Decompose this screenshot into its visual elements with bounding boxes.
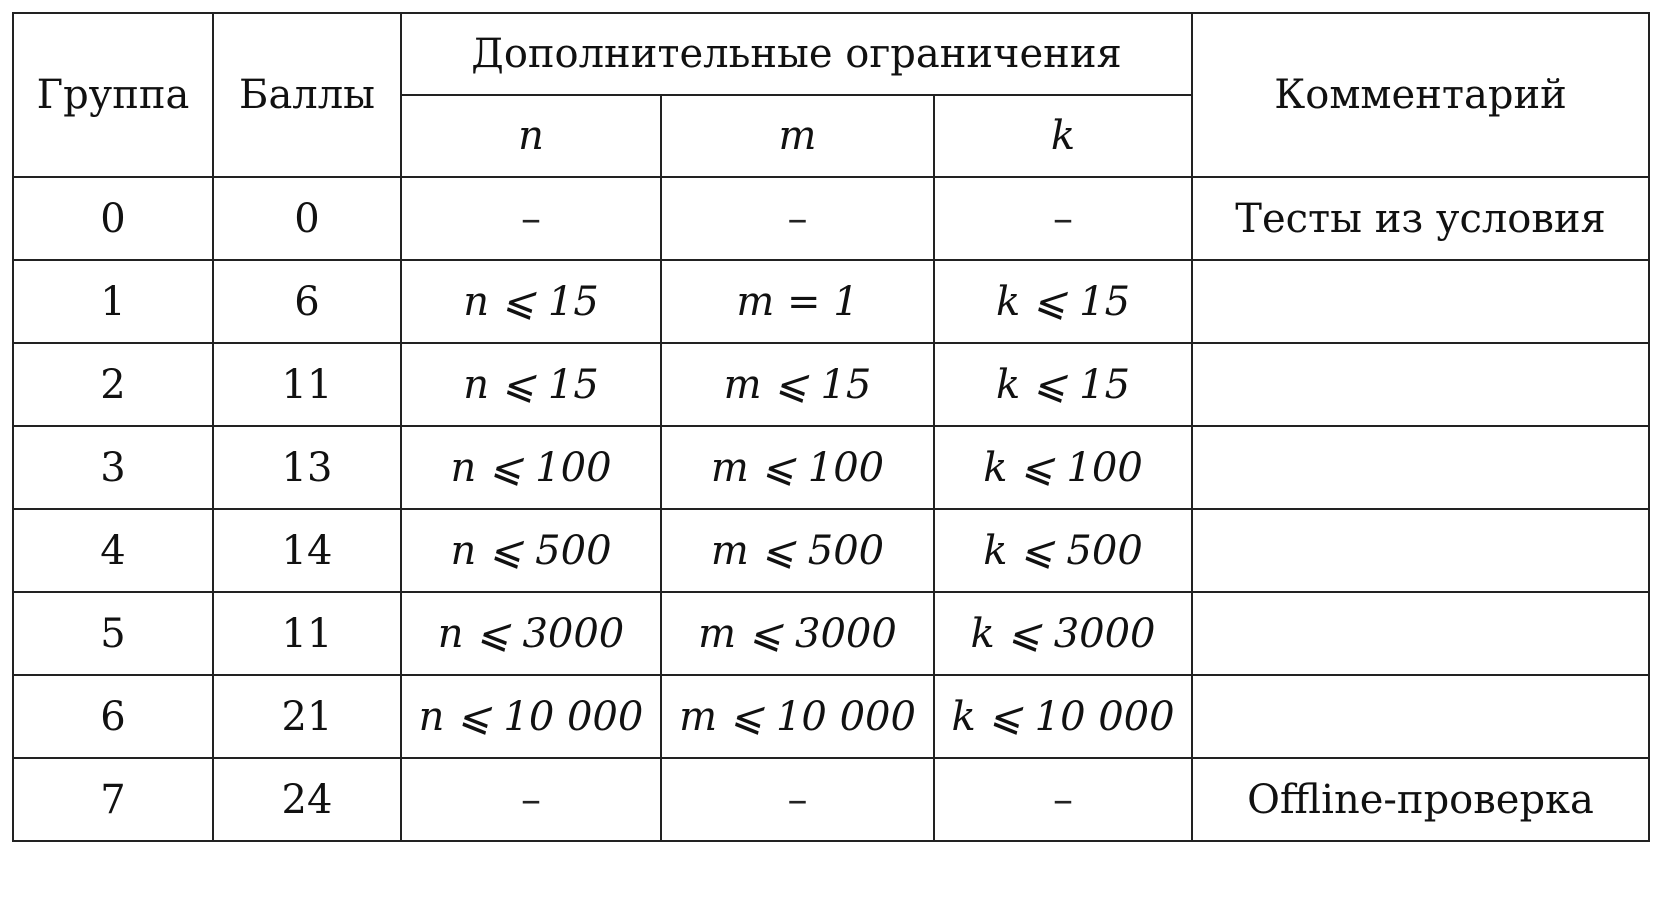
cell-comment: Offline-проверка xyxy=(1192,758,1649,841)
cell-score: 11 xyxy=(213,592,401,675)
cell-score: 24 xyxy=(213,758,401,841)
cell-group: 1 xyxy=(13,260,213,343)
cell-score: 14 xyxy=(213,509,401,592)
cell-comment xyxy=(1192,343,1649,426)
cell-group: 4 xyxy=(13,509,213,592)
cell-group: 0 xyxy=(13,177,213,260)
cell-n: – xyxy=(401,177,661,260)
table-row xyxy=(13,177,1649,260)
header-group: Группа xyxy=(13,13,213,177)
header-k: k xyxy=(934,95,1192,177)
cell-group: 3 xyxy=(13,426,213,509)
cell-k: k ⩽ 10 000 xyxy=(934,675,1192,758)
header-extra-constraints: Дополнительные ограничения xyxy=(401,13,1192,95)
cell-k: k ⩽ 500 xyxy=(934,509,1192,592)
table-row xyxy=(13,592,1649,675)
cell-score: 21 xyxy=(213,675,401,758)
cell-m: m ⩽ 15 xyxy=(661,343,934,426)
cell-comment xyxy=(1192,426,1649,509)
cell-m: m ⩽ 500 xyxy=(661,509,934,592)
table-container xyxy=(12,12,1650,842)
header-comment: Комментарий xyxy=(1192,13,1649,177)
cell-m: m ⩽ 10 000 xyxy=(661,675,934,758)
constraints-table xyxy=(12,12,1650,842)
table-row xyxy=(13,758,1649,841)
cell-m: – xyxy=(661,177,934,260)
cell-m: m = 1 xyxy=(661,260,934,343)
table-row xyxy=(13,343,1649,426)
cell-k: – xyxy=(934,177,1192,260)
header-m: m xyxy=(661,95,934,177)
cell-k: – xyxy=(934,758,1192,841)
cell-group: 5 xyxy=(13,592,213,675)
table-row xyxy=(13,675,1649,758)
cell-n: n ⩽ 10 000 xyxy=(401,675,661,758)
cell-score: 0 xyxy=(213,177,401,260)
cell-score: 11 xyxy=(213,343,401,426)
cell-m: – xyxy=(661,758,934,841)
cell-comment xyxy=(1192,260,1649,343)
table-row xyxy=(13,509,1649,592)
cell-group: 2 xyxy=(13,343,213,426)
cell-n: – xyxy=(401,758,661,841)
cell-m: m ⩽ 3000 xyxy=(661,592,934,675)
cell-comment xyxy=(1192,509,1649,592)
cell-score: 13 xyxy=(213,426,401,509)
cell-n: n ⩽ 100 xyxy=(401,426,661,509)
cell-k: k ⩽ 100 xyxy=(934,426,1192,509)
cell-n: n ⩽ 500 xyxy=(401,509,661,592)
cell-n: n ⩽ 3000 xyxy=(401,592,661,675)
header-score: Баллы xyxy=(213,13,401,177)
cell-score: 6 xyxy=(213,260,401,343)
table-row xyxy=(13,260,1649,343)
cell-comment xyxy=(1192,675,1649,758)
table-row xyxy=(13,426,1649,509)
header-n: n xyxy=(401,95,661,177)
cell-comment: Тесты из условия xyxy=(1192,177,1649,260)
cell-n: n ⩽ 15 xyxy=(401,343,661,426)
cell-n: n ⩽ 15 xyxy=(401,260,661,343)
cell-k: k ⩽ 15 xyxy=(934,260,1192,343)
cell-comment xyxy=(1192,592,1649,675)
cell-group: 6 xyxy=(13,675,213,758)
header-row xyxy=(13,13,1649,95)
cell-k: k ⩽ 3000 xyxy=(934,592,1192,675)
cell-k: k ⩽ 15 xyxy=(934,343,1192,426)
cell-group: 7 xyxy=(13,758,213,841)
cell-m: m ⩽ 100 xyxy=(661,426,934,509)
